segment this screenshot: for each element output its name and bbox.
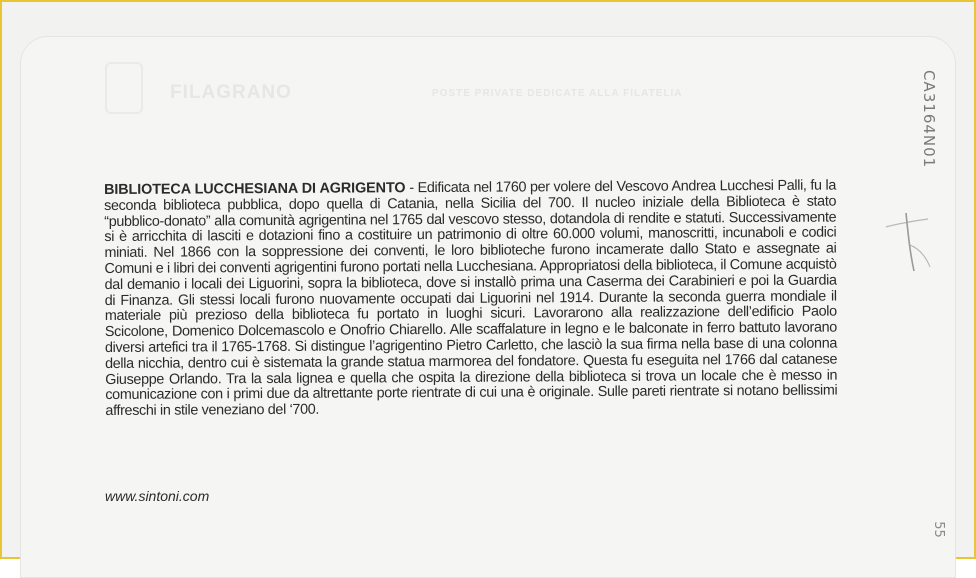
corner-pencil-note: 55 <box>930 521 946 538</box>
watermark-subtitle: POSTE PRIVATE DEDICATE ALLA FILATELIA <box>432 88 683 99</box>
watermark-brand: FILAGRANO <box>170 82 292 103</box>
document-paragraph <box>104 179 837 420</box>
pencil-code-annotation: CA3164N01 <box>920 70 938 169</box>
document-body: - Edificata nel 1760 per volere del Vescovo Andrea Lucchesi Palli, fu la seconda biblioteca pubblica, dopo quella di Catania, nella Sicilia del 700. Il nucleo iniziale della Biblioteca è stato “pubblico-donato” alla comunità agrigentina nel 1765 dal vescovo stesso, dotandola di rendite e statuti. Successivamente si è arricchita di lasciti e dotazioni fino a costituire un patrimonio di oltre 60.000 volumi, manoscritti, incunaboli e codici miniati. Nel 1866 con la soppressione dei conventi, le loro biblioteche furono incamerate dallo Stato e assegnate ai Comuni e i libri dei conventi agrigentini furono portati nella Lucchesiana. Appropriatosi della biblioteca, il Comune acquistò dal demanio i locali dei Liguorini, sopra la biblioteca, dove si installò prima una Caserma dei Carabinieri e poi la Guardia di Finanza. Gli stessi locali furono nuovamente occupati dai Liguorini nel 1914. Durante la seconda guerra mondiale il materiale più prezioso della biblioteca fu portato in luoghi sicuri. Lavorarono alla realizzazione dell’edificio Paolo Scicolone, Domenico Dolcemascolo e Onofrio Chiarello. Alle scaffalature in legno e le balconate in ferro battuto lavorano diversi artefici tra il 1765-1768. Si distingue l’agrigentino Pietro Carletto, che lasciò la sua firma nella base di una colonna della nicchia, dentro cui è sistemata la grande statua marmorea del fondatore. Questa fu eseguita nel 1766 dal catanese Giuseppe Orlando. Tra la sala lignea e quella che ospita la direzione della biblioteca si trova un locale che è messo in comunicazione con i primi due da altrettante porte rientrate di cui una è originale. Sulle pareti rientrate si notano bellissimi affreschi in stile veneziano del ‘700. <box>104 177 838 420</box>
document-title: BIBLIOTECA LUCCHESIANA DI AGRIGENTO <box>103 180 406 198</box>
watermark-logo-icon <box>105 62 143 114</box>
website-link[interactable]: www.sintoni.com <box>105 488 210 504</box>
pencil-scribble-icon <box>880 205 940 275</box>
